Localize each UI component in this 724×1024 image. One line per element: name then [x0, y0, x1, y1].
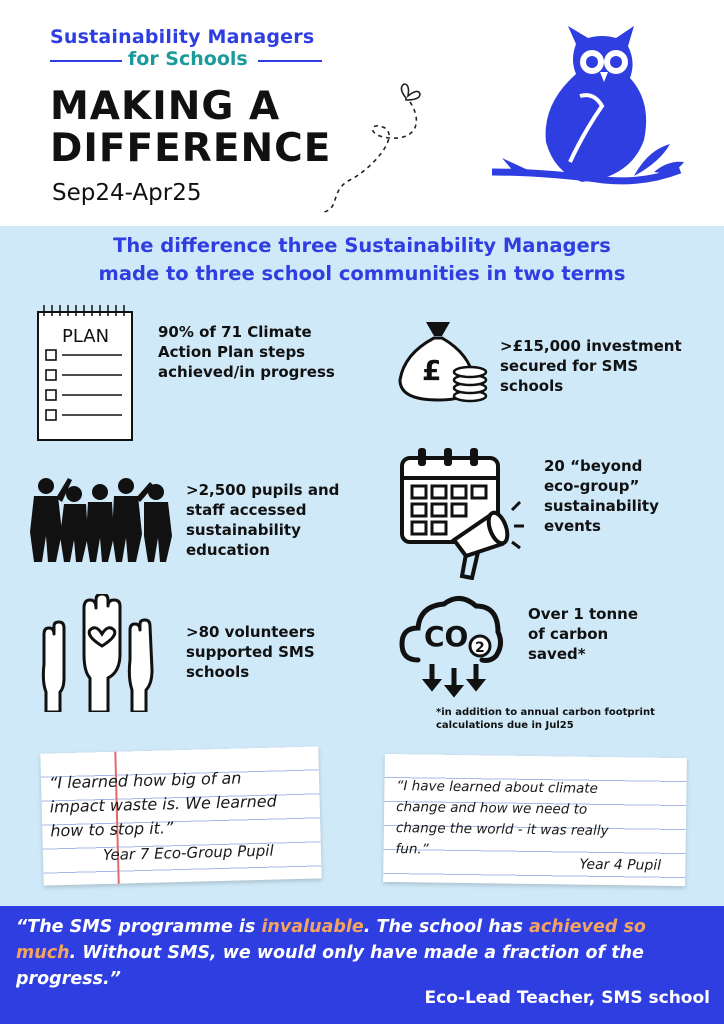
stat-investment-line-3: schools [500, 377, 564, 395]
quote-right-line-1: “I have learned about climate [396, 778, 599, 797]
stat-volunteers-line-2: supported SMS [186, 643, 315, 661]
brand-divider-left [50, 60, 122, 62]
quote-right-attribution: Year 4 Pupil [579, 856, 662, 874]
quote-left-line-2: impact waste is. We learned [49, 791, 277, 817]
brand-line-2: for Schools [128, 48, 248, 70]
headline-line-2: made to three school communities in two terms [98, 262, 626, 285]
stat-investment-line-1: >£15,000 investment [500, 337, 682, 355]
stat-pupils [186, 480, 339, 560]
footer-quote-part-3: . Without SMS, we would only have made a fraction of the progress.” [16, 943, 644, 989]
quote-left-line-3: how to stop it.” [50, 818, 174, 841]
quote-card-right [383, 754, 687, 886]
svg-text:PLAN: PLAN [62, 326, 110, 347]
page-title-line-2: DIFFERENCE [50, 126, 332, 171]
stat-carbon-line-3: saved* [528, 645, 586, 663]
stat-events [544, 456, 659, 536]
svg-text:2: 2 [475, 640, 485, 656]
carbon-footnote-line-2: calculations due in Jul25 [436, 720, 574, 731]
brand-divider-right [258, 60, 322, 62]
footer-quote-part-1: “The SMS programme is [16, 917, 262, 937]
quote-left-text [49, 766, 278, 844]
date-range: Sep24-Apr25 [52, 180, 202, 206]
stat-events-line-2: eco-group” [544, 477, 640, 495]
stat-carbon-line-2: of carbon [528, 625, 609, 643]
quote-right-line-3: change the world - it was really [395, 820, 609, 840]
footer-attribution: Eco-Lead Teacher, SMS school [424, 988, 710, 1008]
page-title-line-1: MAKING A [50, 84, 281, 129]
stat-carbon [528, 604, 638, 664]
stat-carbon-line-1: Over 1 tonne [528, 605, 638, 623]
stat-pupils-line-2: staff accessed [186, 501, 307, 519]
stat-events-line-4: events [544, 517, 601, 535]
quote-card-left [40, 746, 321, 885]
panel-headline [20, 232, 704, 288]
plan-notepad-icon [34, 302, 138, 444]
headline-line-1: The difference three Sustainability Managers [113, 234, 611, 257]
money-bag-icon [394, 314, 494, 404]
quote-right-line-4: fun.” [395, 841, 429, 858]
people-silhouettes-icon [26, 472, 174, 564]
stat-volunteers-line-1: >80 volunteers [186, 623, 316, 641]
quote-left-line-1: “I learned how big of an [48, 768, 242, 793]
stat-plan-line-3: achieved/in progress [158, 363, 335, 381]
footer-quote-part-2: . The school has [363, 917, 530, 937]
stat-plan-line-1: 90% of 71 Climate [158, 323, 312, 341]
brand-line-1: Sustainability Managers [50, 26, 315, 48]
stat-volunteers [186, 622, 315, 682]
stat-events-line-3: sustainability [544, 497, 659, 515]
svg-text:£: £ [422, 354, 442, 387]
stat-pupils-line-4: education [186, 541, 270, 559]
stat-events-line-1: 20 “beyond [544, 457, 643, 475]
stat-plan [158, 322, 335, 382]
footer-quote-highlight-1: invaluable [261, 917, 364, 937]
calendar-megaphone-icon [396, 444, 526, 580]
footer-quote-highlight-2: achieved so much [16, 917, 646, 963]
stat-investment [500, 336, 682, 396]
owl-logo-icon [484, 22, 694, 200]
stat-investment-line-2: secured for SMS [500, 357, 639, 375]
stat-pupils-line-1: >2,500 pupils and [186, 481, 340, 499]
quote-left-attribution: Year 7 Eco-Group Pupil [102, 841, 274, 865]
raised-hands-icon [34, 594, 162, 712]
footer-quote [16, 914, 710, 992]
stat-plan-line-2: Action Plan steps [158, 343, 306, 361]
carbon-footnote-line-1: *in addition to annual carbon footprint [436, 707, 655, 718]
butterfly-path-icon [310, 80, 440, 220]
stat-pupils-line-3: sustainability [186, 521, 301, 539]
quote-right-line-2: change and how we need to [396, 799, 588, 818]
co2-cloud-icon [398, 588, 506, 700]
quote-right-text [395, 776, 609, 863]
carbon-footnote [436, 706, 655, 732]
stat-volunteers-line-3: schools [186, 663, 250, 681]
svg-text:CO: CO [424, 620, 469, 653]
